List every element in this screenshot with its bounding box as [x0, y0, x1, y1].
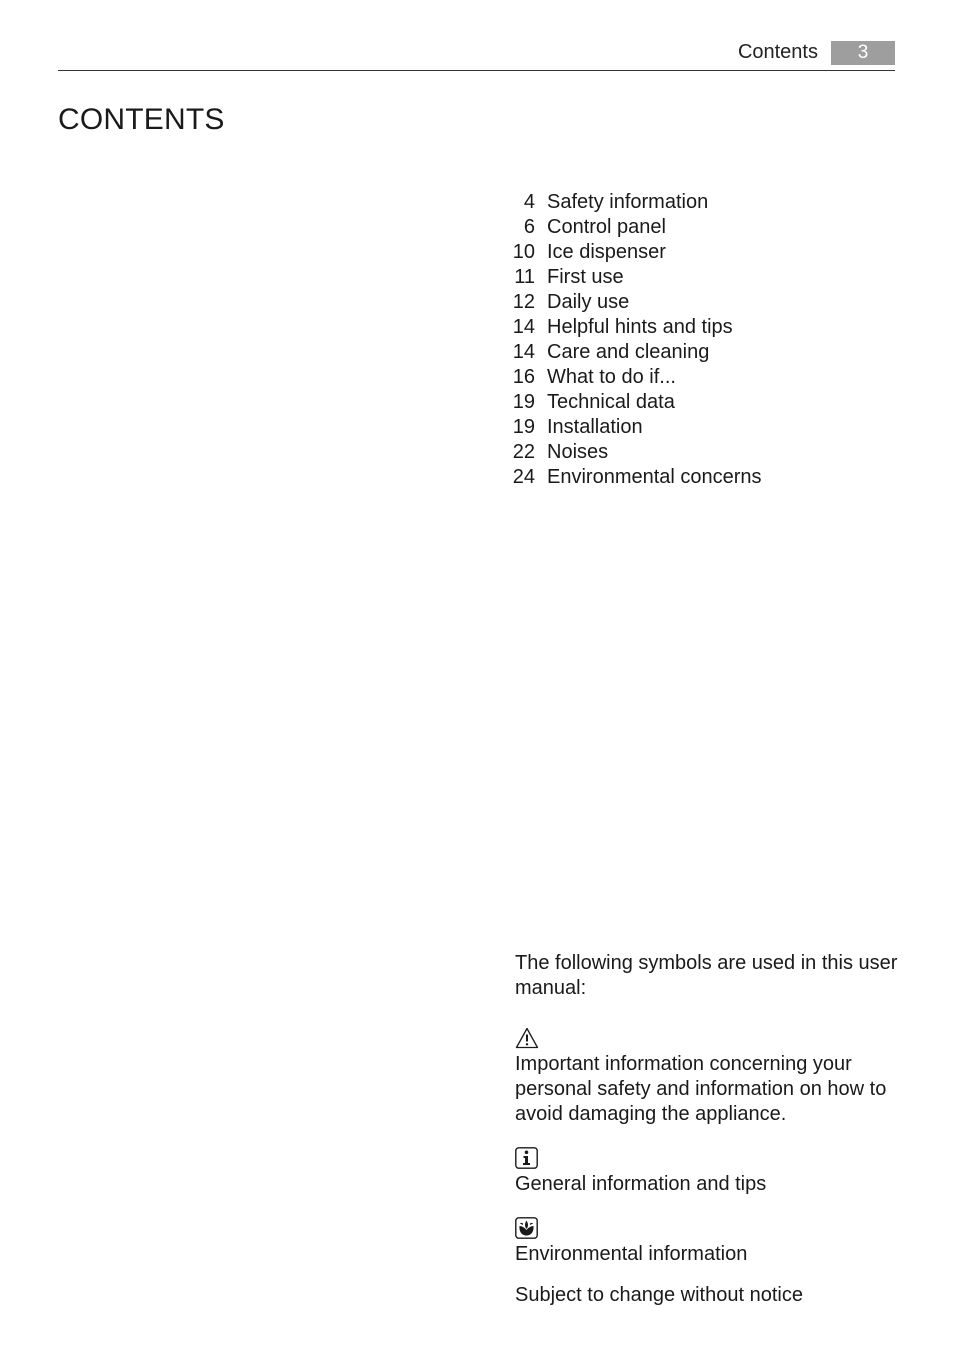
toc-page-number: 14: [512, 341, 535, 363]
header-section-label: Contents: [737, 41, 818, 63]
toc-title: Daily use: [547, 291, 630, 313]
toc-item[interactable]: [505, 290, 905, 315]
info-icon: [515, 1145, 538, 1171]
toc-page-number: 22: [512, 441, 535, 463]
toc-item[interactable]: [505, 265, 905, 290]
toc-item[interactable]: [505, 440, 905, 465]
toc-page-number: 12: [512, 291, 535, 313]
toc-page-number: 4: [523, 191, 535, 213]
toc-item[interactable]: [505, 215, 905, 240]
toc-item[interactable]: [505, 315, 905, 340]
toc-title: Ice dispenser: [547, 241, 666, 263]
header-divider: [58, 70, 895, 71]
toc-page-number: 16: [512, 366, 535, 388]
legend-environment: [515, 1215, 905, 1267]
legend-info-text: General information and tips: [515, 1173, 767, 1195]
toc-item[interactable]: [505, 340, 905, 365]
toc-title: Care and cleaning: [547, 341, 710, 363]
toc-item[interactable]: [505, 390, 905, 415]
toc-page-number: 14: [512, 316, 535, 338]
symbol-legend: [515, 951, 905, 1285]
toc-page-number: 10: [512, 241, 535, 263]
page-title: CONTENTS: [58, 103, 225, 136]
toc-page-number: 24: [512, 466, 535, 488]
toc-title: What to do if...: [547, 366, 676, 388]
page-number-badge: 3: [831, 41, 895, 65]
toc-title: Environmental concerns: [547, 466, 762, 488]
toc-item[interactable]: [505, 190, 905, 215]
toc-item[interactable]: [505, 365, 905, 390]
toc-title: Noises: [547, 441, 609, 463]
legend-intro: The following symbols are used in this user manual:: [515, 952, 898, 999]
toc-page-number: 19: [512, 416, 535, 438]
change-notice: Subject to change without notice: [515, 1284, 803, 1306]
environment-icon: [515, 1215, 538, 1241]
legend-environment-text: Environmental information: [515, 1243, 748, 1265]
legend-warning-text: Important information concerning your personal safety and information on how to avoid damaging the appliance.: [515, 1053, 887, 1125]
toc-title: Installation: [547, 416, 643, 438]
toc-title: Control panel: [547, 216, 666, 238]
table-of-contents: [505, 190, 905, 490]
toc-item[interactable]: [505, 465, 905, 490]
toc-title: First use: [547, 266, 624, 288]
toc-page-number: 19: [512, 391, 535, 413]
toc-item[interactable]: [505, 240, 905, 265]
toc-page-number: 6: [523, 216, 535, 238]
toc-page-number: 11: [514, 266, 535, 288]
toc-item[interactable]: [505, 415, 905, 440]
warning-triangle-icon: [515, 1025, 539, 1051]
toc-title: Technical data: [547, 391, 675, 413]
toc-title: Helpful hints and tips: [547, 316, 733, 338]
toc-title: Safety information: [547, 191, 709, 213]
legend-warning: [515, 1025, 905, 1127]
legend-info: [515, 1145, 905, 1197]
